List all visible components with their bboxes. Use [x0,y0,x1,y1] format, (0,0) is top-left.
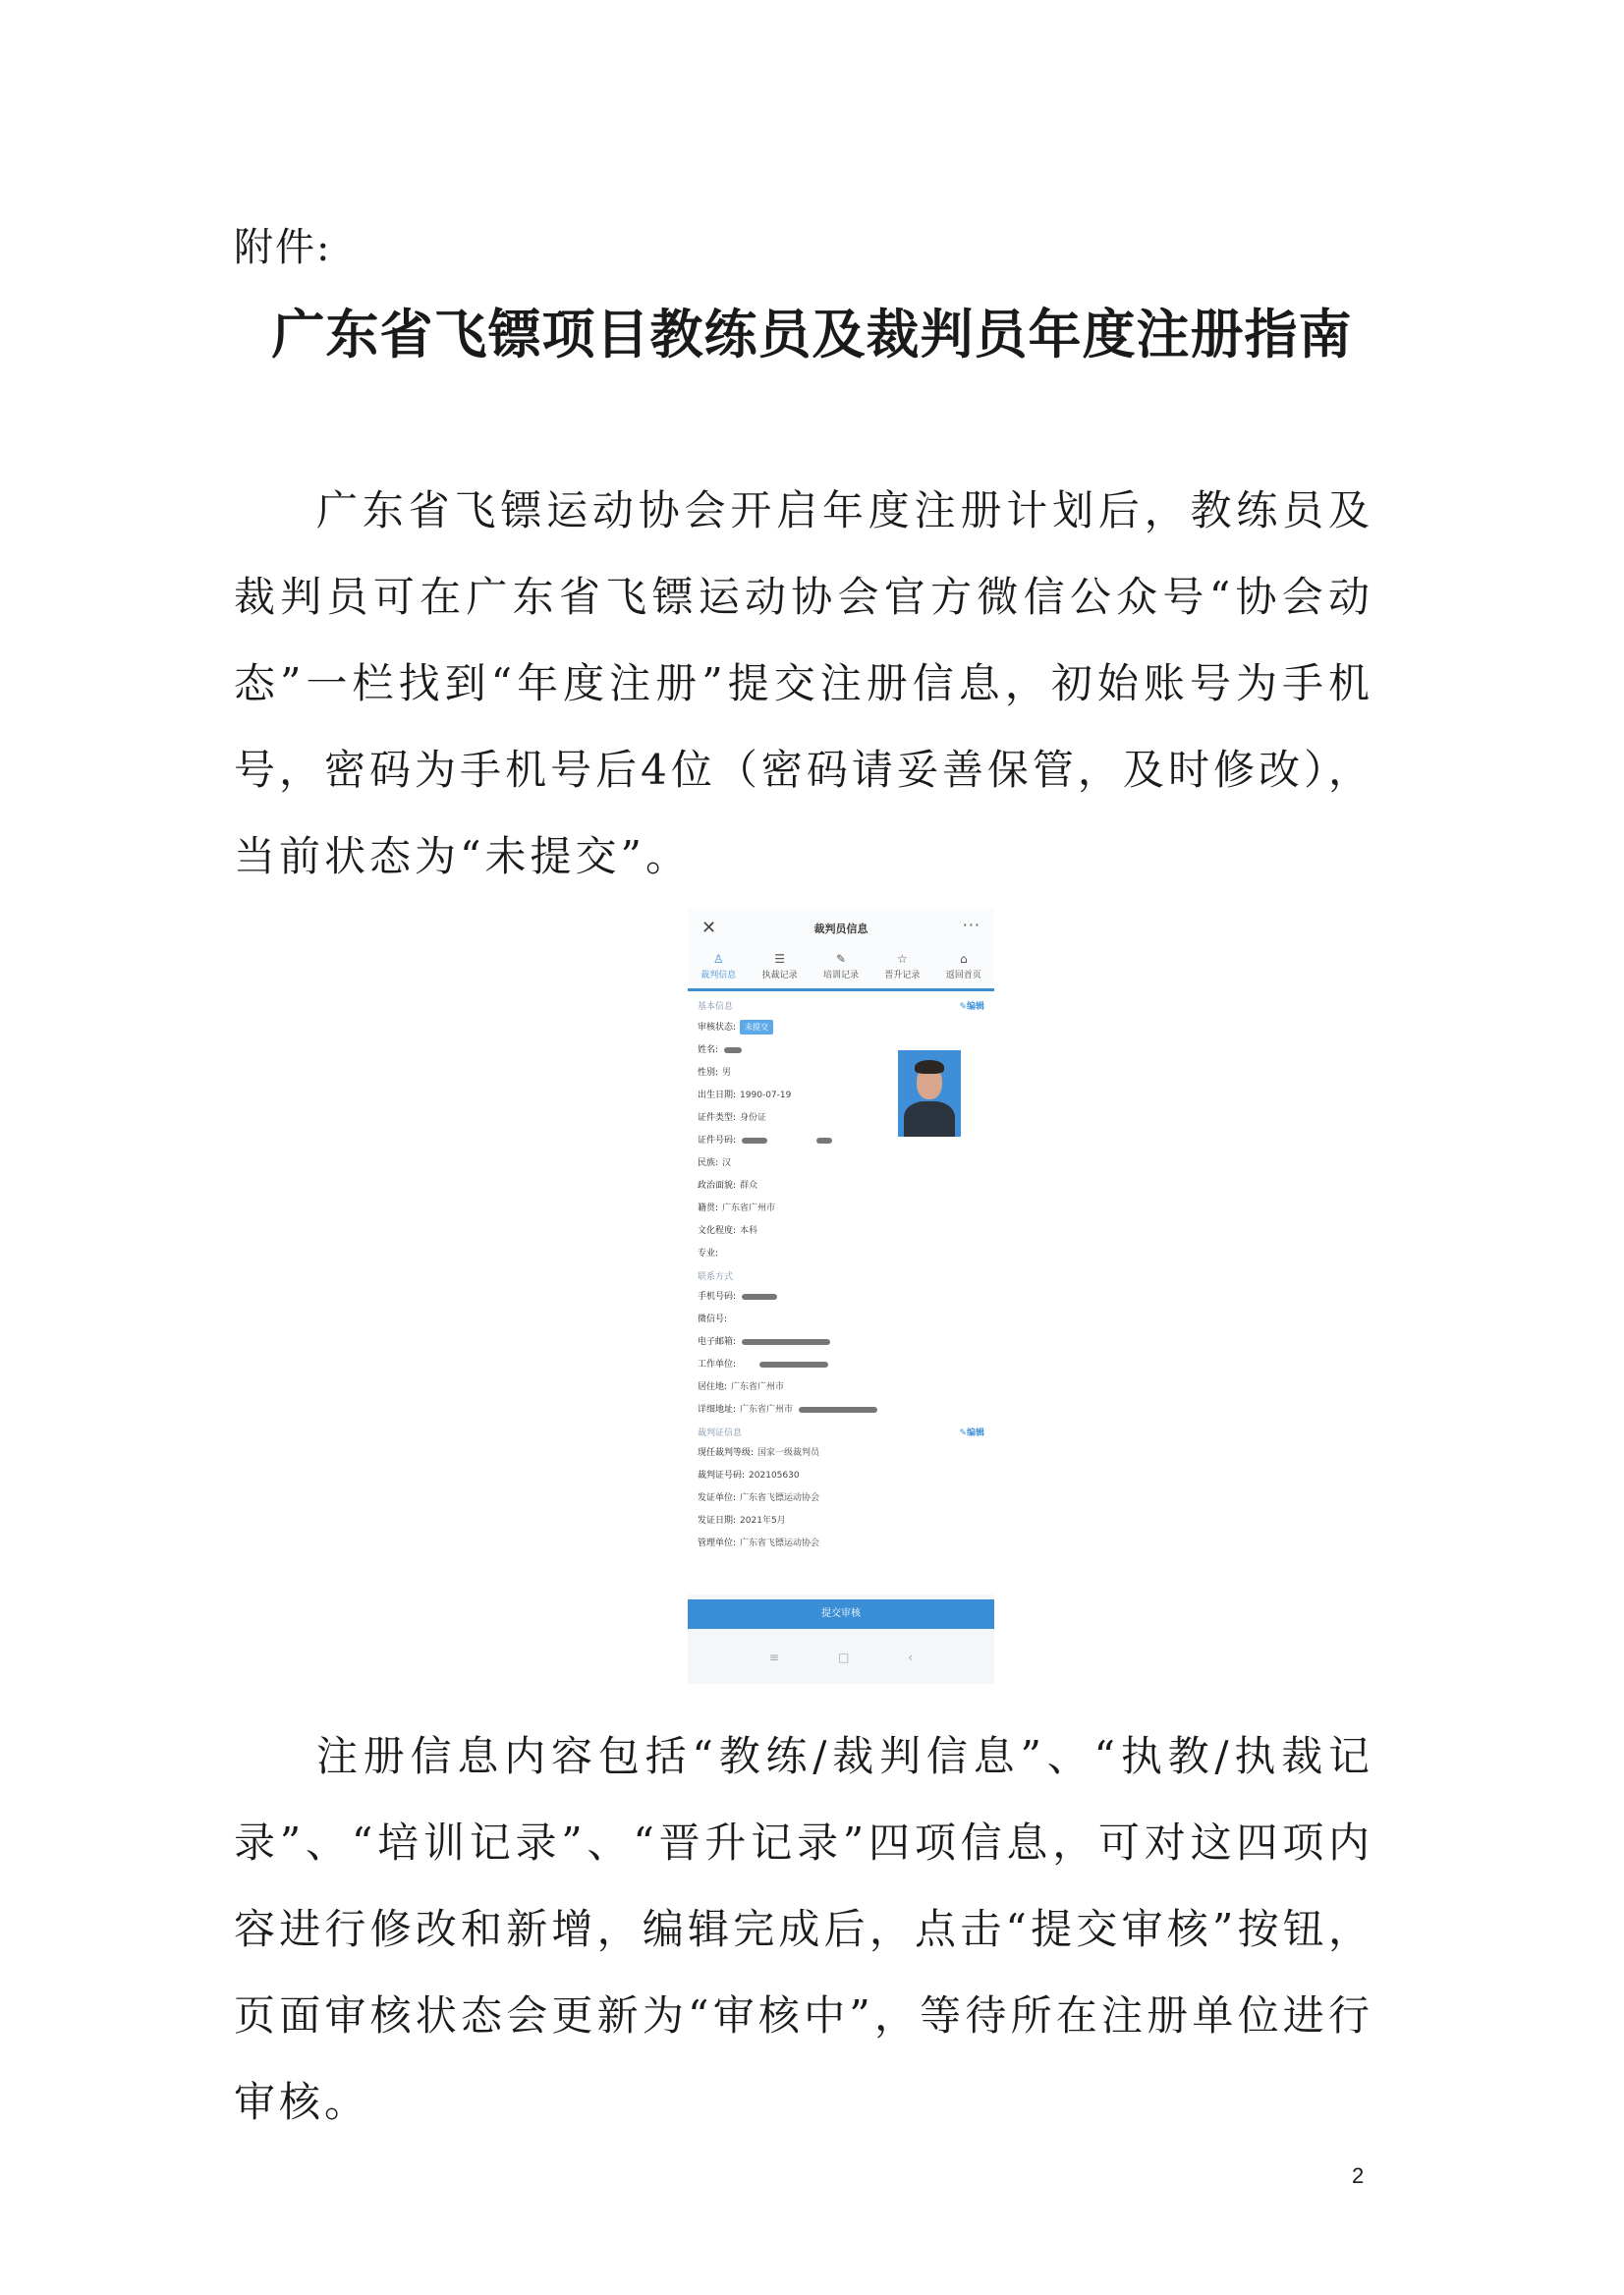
row-gender: 性别: 男 [698,1068,732,1078]
row-birth: 出生日期: 1990-07-19 [698,1091,792,1100]
redacted-value [742,1339,830,1345]
row-work: 工作单位: [688,1354,994,1376]
phone-content [688,991,994,1595]
row-issuer: 发证单位: 广东省飞镖运动协会 [698,1493,820,1503]
row-address: 详细地址: 广东省广州市 [688,1399,994,1422]
edit-button[interactable]: ✎编辑 [959,1002,984,1012]
section-title: 裁判证信息 [698,1428,743,1438]
phone-title: 裁判员信息 [813,923,868,935]
row-manager: 管理单位: 广东省飞镖运动协会 [698,1539,820,1548]
row-level: 现任裁判等级: 国家一级裁判员 [698,1448,820,1458]
tab-training-records[interactable] [811,949,871,988]
list-icon: ☰ [774,952,785,966]
row-email: 电子邮箱: [688,1331,994,1354]
redacted-value [724,1047,742,1053]
row-status: 审核状态: 未提交 [688,1016,994,1039]
tab-label: 执裁记录 [761,971,798,980]
row-political: 政治面貌: 群众 [698,1181,758,1191]
id-photo [898,1050,961,1137]
tab-home[interactable] [933,949,994,988]
section-contact [688,1265,994,1286]
paragraph-1-text: 广东省飞镖运动协会开启年度注册计划后，教练员及裁判员可在广东省飞镖运动协会官方微信公众号“协会动态”一栏找到“年度注册”提交注册信息，初始账号为手机号，密码为手机号后4位（密码请妥善保管，及时修改），当前状态为“未提交”。 [234,486,1373,880]
row-wechat: 微信号: [698,1315,728,1324]
row-ethnic: 民族: 汉 [698,1158,732,1168]
menu-icon[interactable]: ≡ [768,1651,779,1664]
row-residence: 居住地: 广东省广州市 [698,1382,785,1392]
page-number: 2 [1352,2163,1365,2188]
section-title: 基本信息 [698,1002,734,1012]
section-certificate [688,1422,994,1442]
person-icon: ♙ [712,952,724,966]
submit-review-button[interactable]: 提交审核 [688,1599,994,1629]
photo-hair [915,1060,944,1074]
home-square-icon[interactable]: □ [837,1651,850,1664]
tab-referee-info[interactable] [688,949,749,988]
tab-officiating-records[interactable] [749,949,810,988]
row-id-number: 证件号码: [688,1130,994,1152]
edit-button[interactable]: ✎编辑 [959,1428,984,1438]
redacted-value [742,1294,777,1300]
row-id-type: 证件类型: 身份证 [698,1113,767,1123]
row-cert-number: 裁判证号码: 202105630 [698,1471,800,1481]
paragraph-2-text: 注册信息内容包括“教练/裁判信息”、“执教/执裁记录”、“培训记录”、“晋升记录”四项信息，可对这四项内容进行修改和新增，编辑完成后，点击“提交审核”按钮，页面审核状态会更新为“审核中”，等待所在注册单位进行审核。 [234,1732,1373,2126]
redacted-value [799,1407,877,1413]
home-icon: ⌂ [960,952,968,966]
tab-label: 晋升记录 [884,971,921,980]
phone-header [688,908,994,949]
document-title: 广东省飞镖项目教练员及裁判员年度注册指南 [271,303,1353,365]
star-icon: ☆ [897,952,908,966]
tab-label: 培训记录 [823,971,860,980]
tab-label: 裁判信息 [700,971,737,980]
row-education: 文化程度: 本科 [698,1226,758,1236]
tab-label: 返回首页 [945,971,981,980]
tab-promotion-records[interactable] [871,949,932,988]
phone-tab-bar [688,949,994,991]
paragraph-registration-content [234,1713,1373,2146]
row-issue-date: 发证日期: 2021年5月 [698,1516,786,1526]
edit-icon: ✎ [835,952,847,966]
redacted-value [759,1362,828,1368]
section-basic-info [688,995,994,1016]
more-icon[interactable]: ··· [962,916,980,934]
row-native: 籍贯: 广东省广州市 [698,1203,776,1213]
redacted-value [816,1138,832,1144]
system-nav-bar [688,1651,994,1670]
annex-label: 附件: [234,225,332,270]
row-name: 姓名: [688,1039,994,1062]
phone-screenshot [688,908,994,1684]
back-icon[interactable]: ‹ [908,1651,914,1664]
status-badge: 未提交 [740,1020,773,1035]
row-major: 专业: [698,1249,719,1259]
photo-body [904,1101,955,1137]
redacted-value [742,1138,767,1144]
paragraph-registration-intro [234,468,1373,900]
close-icon[interactable]: ✕ [701,918,717,938]
section-title: 联系方式 [698,1272,734,1282]
row-phone: 手机号码: [688,1286,994,1309]
